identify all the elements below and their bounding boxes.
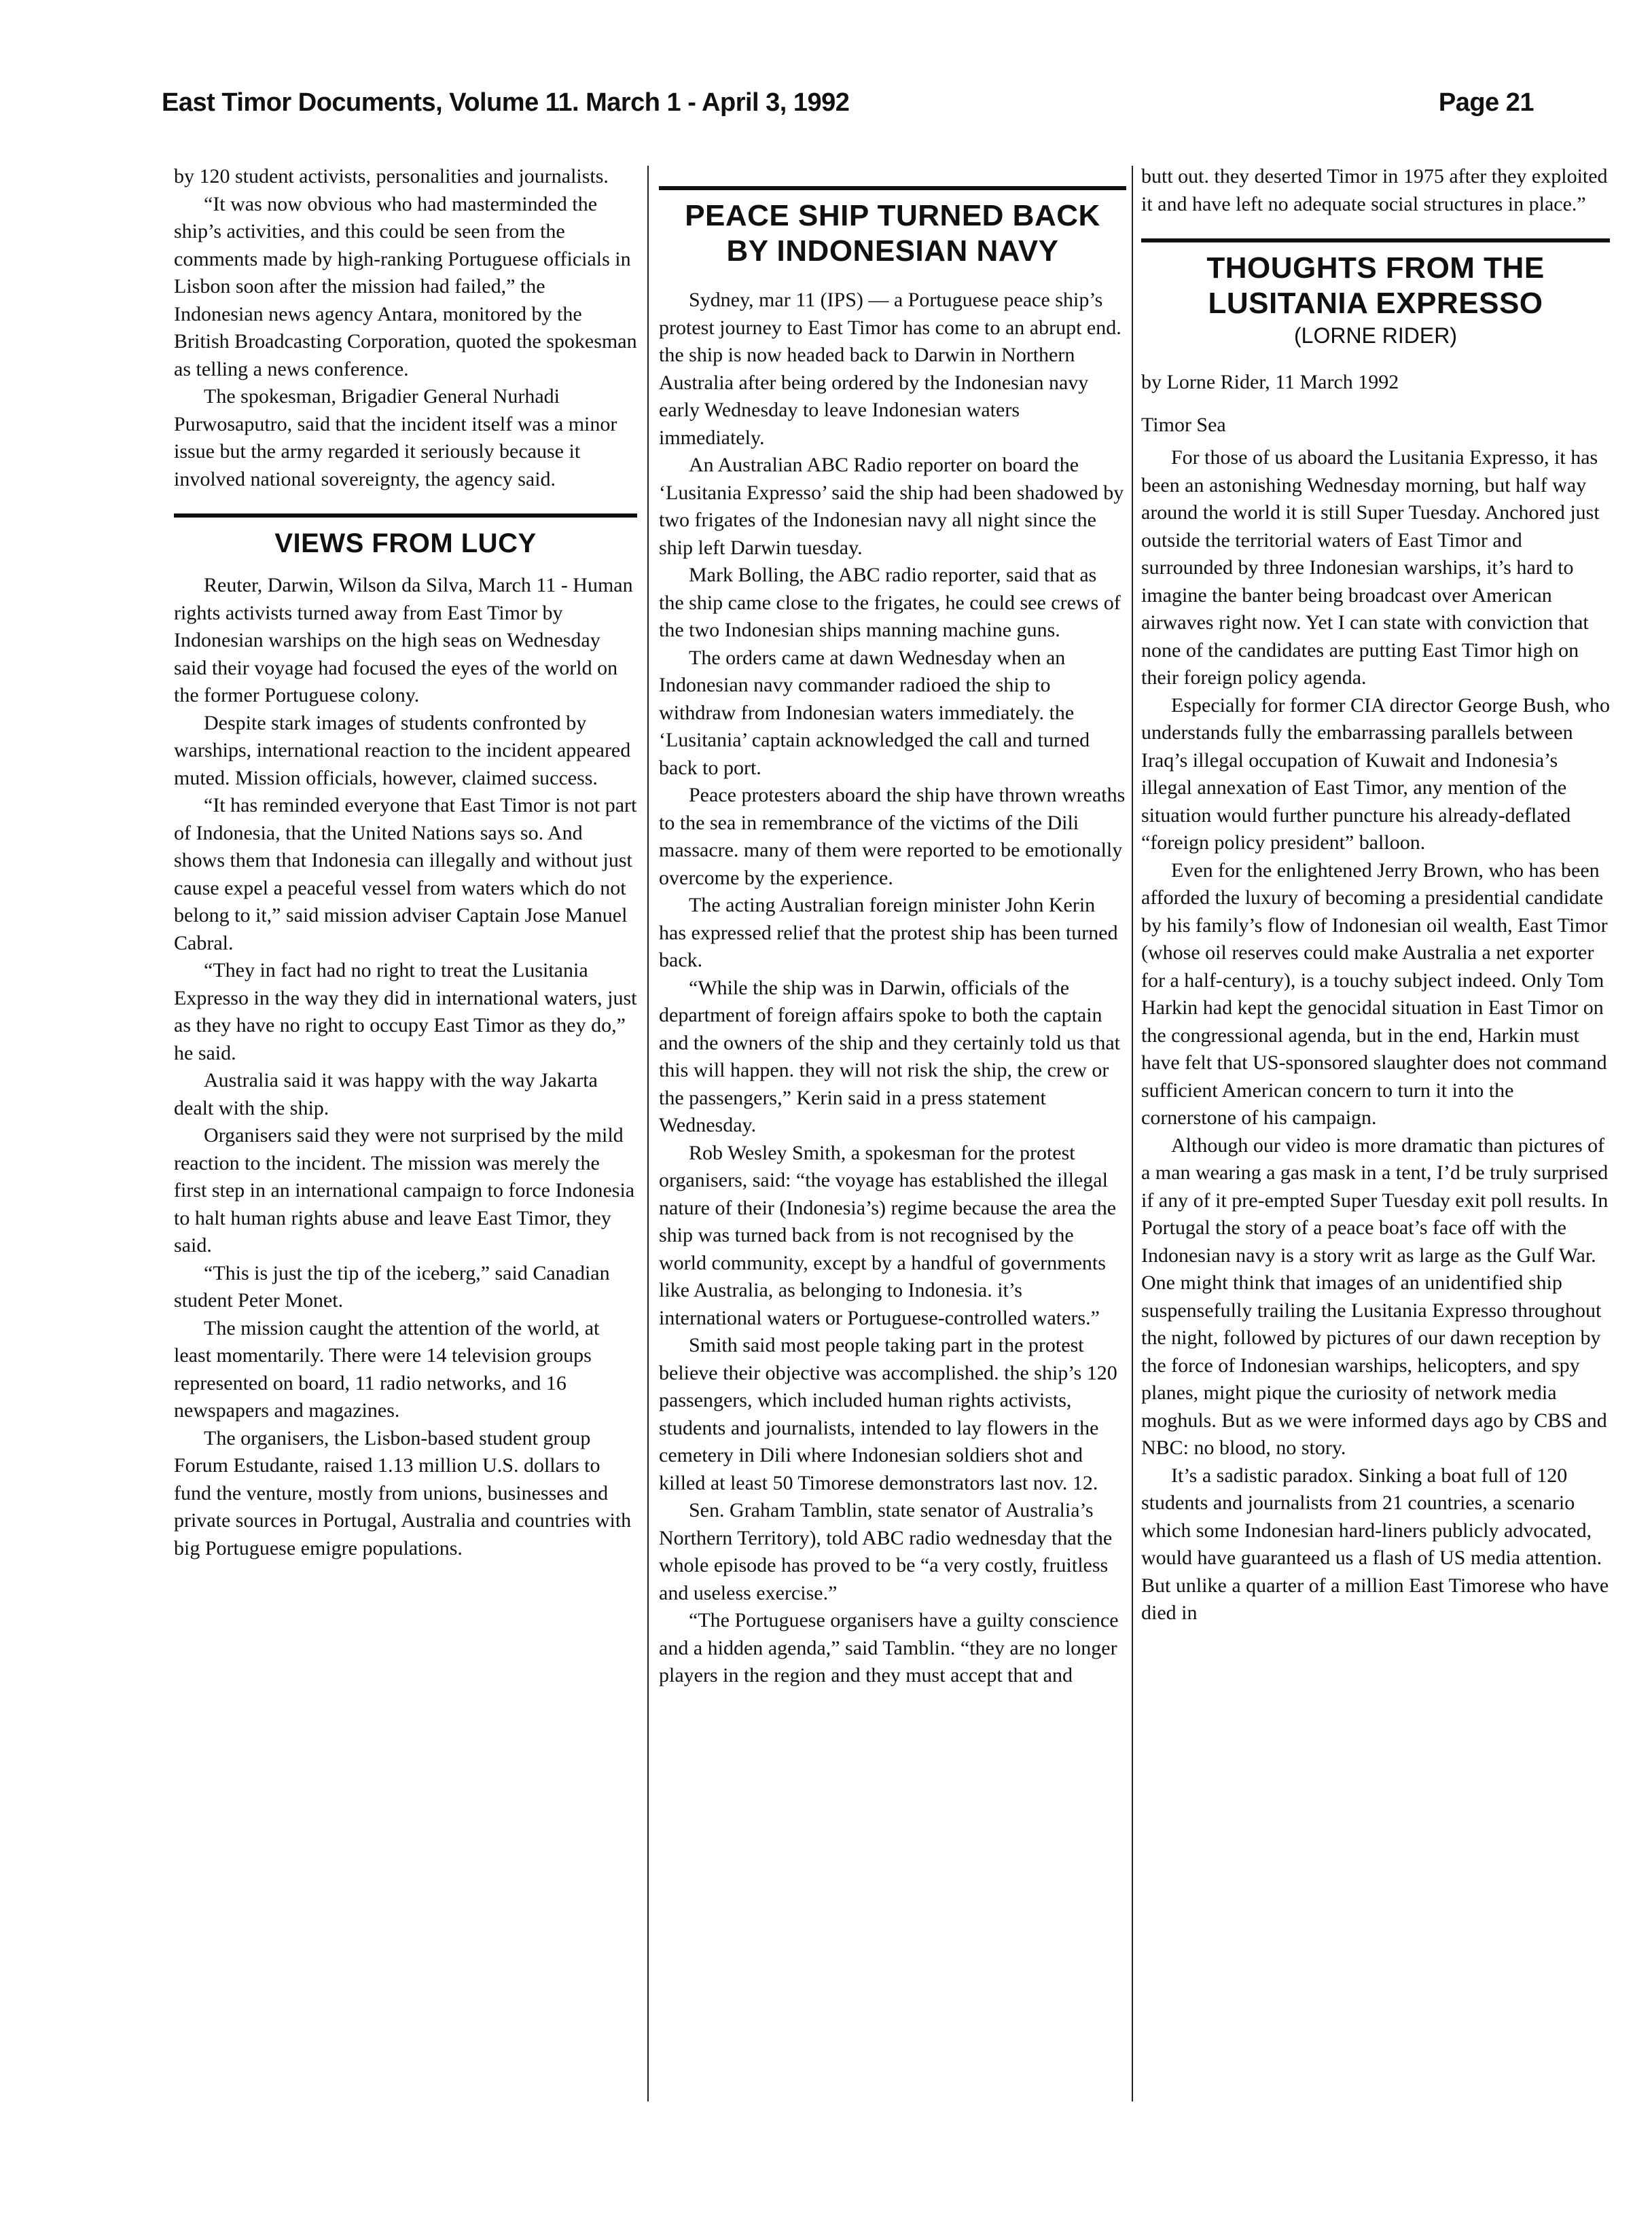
article-paragraph: Sydney, mar 11 (IPS) — a Portuguese peace ship’s protest journey to East Timor has come to an abrupt end. the ship is now headed back to Darwin in Northern Australia after being ordered by the Indonesian navy early Wednesday to leave Indonesian waters immediately. (659, 289, 1121, 449)
article-paragraph: For those of us aboard the Lusitania Expresso, it has been an astonishing Wednesday morning, but half way around the world it is still Super Tuesday. Anchored just outside the territorial waters of East Timor and surrounded by three Indonesian warships, it’s hard to imagine the banter being broadcast over American airwaves right now. Yet I can state with conviction that none of the candidates are putting East Timor high on their foreign policy agenda. (1141, 446, 1600, 689)
article-paragraph: Reuter, Darwin, Wilson da Silva, March 11 - Human rights activists turned away from East Timor by Indonesian warships on the high seas on Wednesday said their voyage had focused the eyes of the world on the former Portuguese colony. (174, 574, 633, 706)
column-divider (1132, 166, 1133, 2101)
article-paragraph: Sen. Graham Tamblin, state senator of Australia’s Northern Territory), told ABC radio wednesday that the whole episode has proved to be “a very costly, fruitless and useless exercise.” (659, 1499, 1113, 1604)
article-paragraph: It’s a sadistic paradox. Sinking a boat full of 120 students and journalists from 21 countries, a scenario which some Indonesian hard-liners publicly advocated, would have guaranteed us a flash of US media attention. But unlike a quarter of a million East Timorese who have died in (1141, 1464, 1609, 1624)
article-dateline: Timor Sea (1141, 413, 1226, 436)
column-middle (659, 163, 1126, 1690)
article-paragraph: Australia said it was happy with the way Jakarta dealt with the ship. (174, 1069, 598, 1119)
article-paragraph: Peace protesters aboard the ship have thrown wreaths to the sea in remembrance of the victims of the Dili massacre. many of them were reported to be emotionally overcome by the experience. (659, 784, 1126, 889)
article-headline-line2: LUSITANIA EXPRESSO (1208, 287, 1543, 320)
article-paragraph: Smith said most people taking part in the protest believe their objective was accomplished. the ship’s 120 passengers, which included human rights activists, students and journalists, intended to lay flowers in the cemetery in Dili where Indonesian soldiers shot and killed at least 50 Timorese demonstrators last nov. 12. (659, 1334, 1117, 1494)
article-paragraph: “This is just the tip of the iceberg,” said Canadian student Peter Monet. (174, 1261, 610, 1312)
column-left (174, 163, 637, 1562)
article-paragraph: An Australian ABC Radio reporter on board the ‘Lusitania Expresso’ said the ship had been shadowed by two frigates of the Indonesian navy all night since the ship left Darwin tuesday. (659, 454, 1124, 559)
continued-paragraph: “It was now obvious who had masterminded the ship’s activities, and this could be seen from the comments made by high-ranking Portuguese officials in Lisbon soon after the mission had failed,” the Indonesian news agency Antara, monitored by the British Broadcasting Corporation, quoted the spokesman as telling a news conference. (174, 192, 637, 380)
publication-title: East Timor Documents, Volume 11. March 1 - April 3, 1992 (162, 88, 850, 117)
article-paragraph: The mission caught the attention of the world, at least momentarily. There were 14 television groups represented on board, 11 radio networks, and 16 newspapers and magazines. (174, 1316, 600, 1422)
article-paragraph: “It has reminded everyone that East Timor is not part of Indonesia, that the United Nations says so. And shows them that Indonesia can illegally and without just cause expel a peaceful vessel from waters which do not belong to it,” said mission adviser Captain Jose Manuel Cabral. (174, 794, 637, 954)
article-headline: VIEWS FROM LUCY (274, 528, 537, 558)
article-paragraph: Organisers said they were not surprised by the mild reaction to the incident. The mission was merely the first step in an international campaign to force Indonesia to halt human rights abuse and leave East Timor, they said. (174, 1124, 635, 1257)
article-paragraph: The organisers, the Lisbon-based student group Forum Estudante, raised 1.13 million U.S. dollars to fund the venture, mostly from unions, businesses and private sources in Portugal, Australia and countries with big Portuguese emigre populations. (174, 1426, 632, 1559)
article-paragraph: “The Portuguese organisers have a guilty conscience and a hidden agenda,” said Tamblin. “they are no longer players in the region and they must accept that and (659, 1609, 1119, 1686)
article-paragraph: “They in fact had no right to treat the Lusitania Expresso in the way they did in international waters, just as they have no right to occupy East Timor as they do,” he said. (174, 959, 637, 1064)
continued-paragraph: by 120 student activists, personalities and journalists. (174, 165, 609, 187)
column-divider (647, 166, 649, 2101)
article-headline-line1: PEACE SHIP TURNED BACK (685, 199, 1100, 232)
article-headline-line2: BY INDONESIAN NAVY (726, 234, 1059, 268)
article-paragraph: The acting Australian foreign minister John Kerin has expressed relief that the protest ship has been turned back. (659, 894, 1118, 971)
article-paragraph: Rob Wesley Smith, a spokesman for the protest organisers, said: “the voyage has established the illegal nature of their (Indonesia’s) regime because the area the ship was turned back from is not recognised by the world community, except by a handful of governments like Australia, as belonging to Indonesia. it’s international waters or Portuguese-controlled waters.” (659, 1141, 1117, 1329)
article-headline-line1: THOUGHTS FROM THE (1206, 251, 1545, 285)
article-subhead: (LORNE RIDER) (1293, 323, 1457, 348)
article-paragraph: “While the ship was in Darwin, officials of the department of foreign affairs spoke to both the captain and the owners of the ship and they certainly told us that this will happen. they will not risk the ship, the crew or the passengers,” Kerin said in a press statement Wednesday. (659, 976, 1120, 1136)
continued-paragraph: The spokesman, Brigadier General Nurhadi Purwosaputro, said that the incident itself was a minor issue but the army regarded it seriously because it involved national sovereignty, the agency said. (174, 385, 617, 490)
page-number: Page 21 (1438, 88, 1534, 117)
column-right (1141, 163, 1610, 1627)
article-paragraph: The orders came at dawn Wednesday when an Indonesian navy commander radioed the ship to withdraw from Indonesian waters immediately. the ‘Lusitania’ captain acknowledged the call and turned back to port. (659, 646, 1090, 779)
article-paragraph: Especially for former CIA director George Bush, who understands fully the embarrassing parallels between Iraq’s illegal occupation of Kuwait and Indonesia’s illegal annexation of East Timor, any mention of the situation would further puncture his already-deflated “foreign policy president” balloon. (1141, 693, 1610, 854)
continued-paragraph: butt out. they deserted Timor in 1975 after they exploited it and have left no adequate social structures in place.” (1141, 165, 1608, 215)
page-header (162, 83, 1534, 124)
article-paragraph: Mark Bolling, the ABC radio reporter, said that as the ship came close to the frigates, he could see crews of the two Indonesian ships manning machine guns. (659, 564, 1121, 641)
article-byline: by Lorne Rider, 11 March 1992 (1141, 371, 1399, 393)
article-paragraph: Although our video is more dramatic than pictures of a man wearing a gas mask in a tent, I’d be truly surprised if any of it pre-empted Super Tuesday exit poll results. In Portugal the story of a peace boat’s face off with the Indonesian navy is a story writ as large as the Gulf War. One might think that images of an unidentified ship suspensefully trailing the Lusitania Expresso throughout the night, followed by pictures of our dawn reception by the force of Indonesian warships, helicopters, and spy planes, might pique the curiosity of network media moghuls. But as we were informed days ago by CBS and NBC: no blood, no story. (1141, 1134, 1609, 1459)
article-paragraph: Even for the enlightened Jerry Brown, who has been afforded the luxury of becoming a presidential candidate by his family’s flow of Indonesian oil wealth, East Timor (whose oil reserves could make Australia a net exporter for a half-century), is a touchy subject indeed. Only Tom Harkin had kept the genocidal situation in East Timor on the congressional agenda, but in the end, Harkin must have felt that US-sponsored slaughter does not command sufficient American concern to turn it into the cornerstone of his campaign. (1141, 859, 1608, 1129)
article-paragraph: Despite stark images of students confronted by warships, international reaction to the incident appeared muted. Mission officials, however, claimed success. (174, 711, 631, 789)
